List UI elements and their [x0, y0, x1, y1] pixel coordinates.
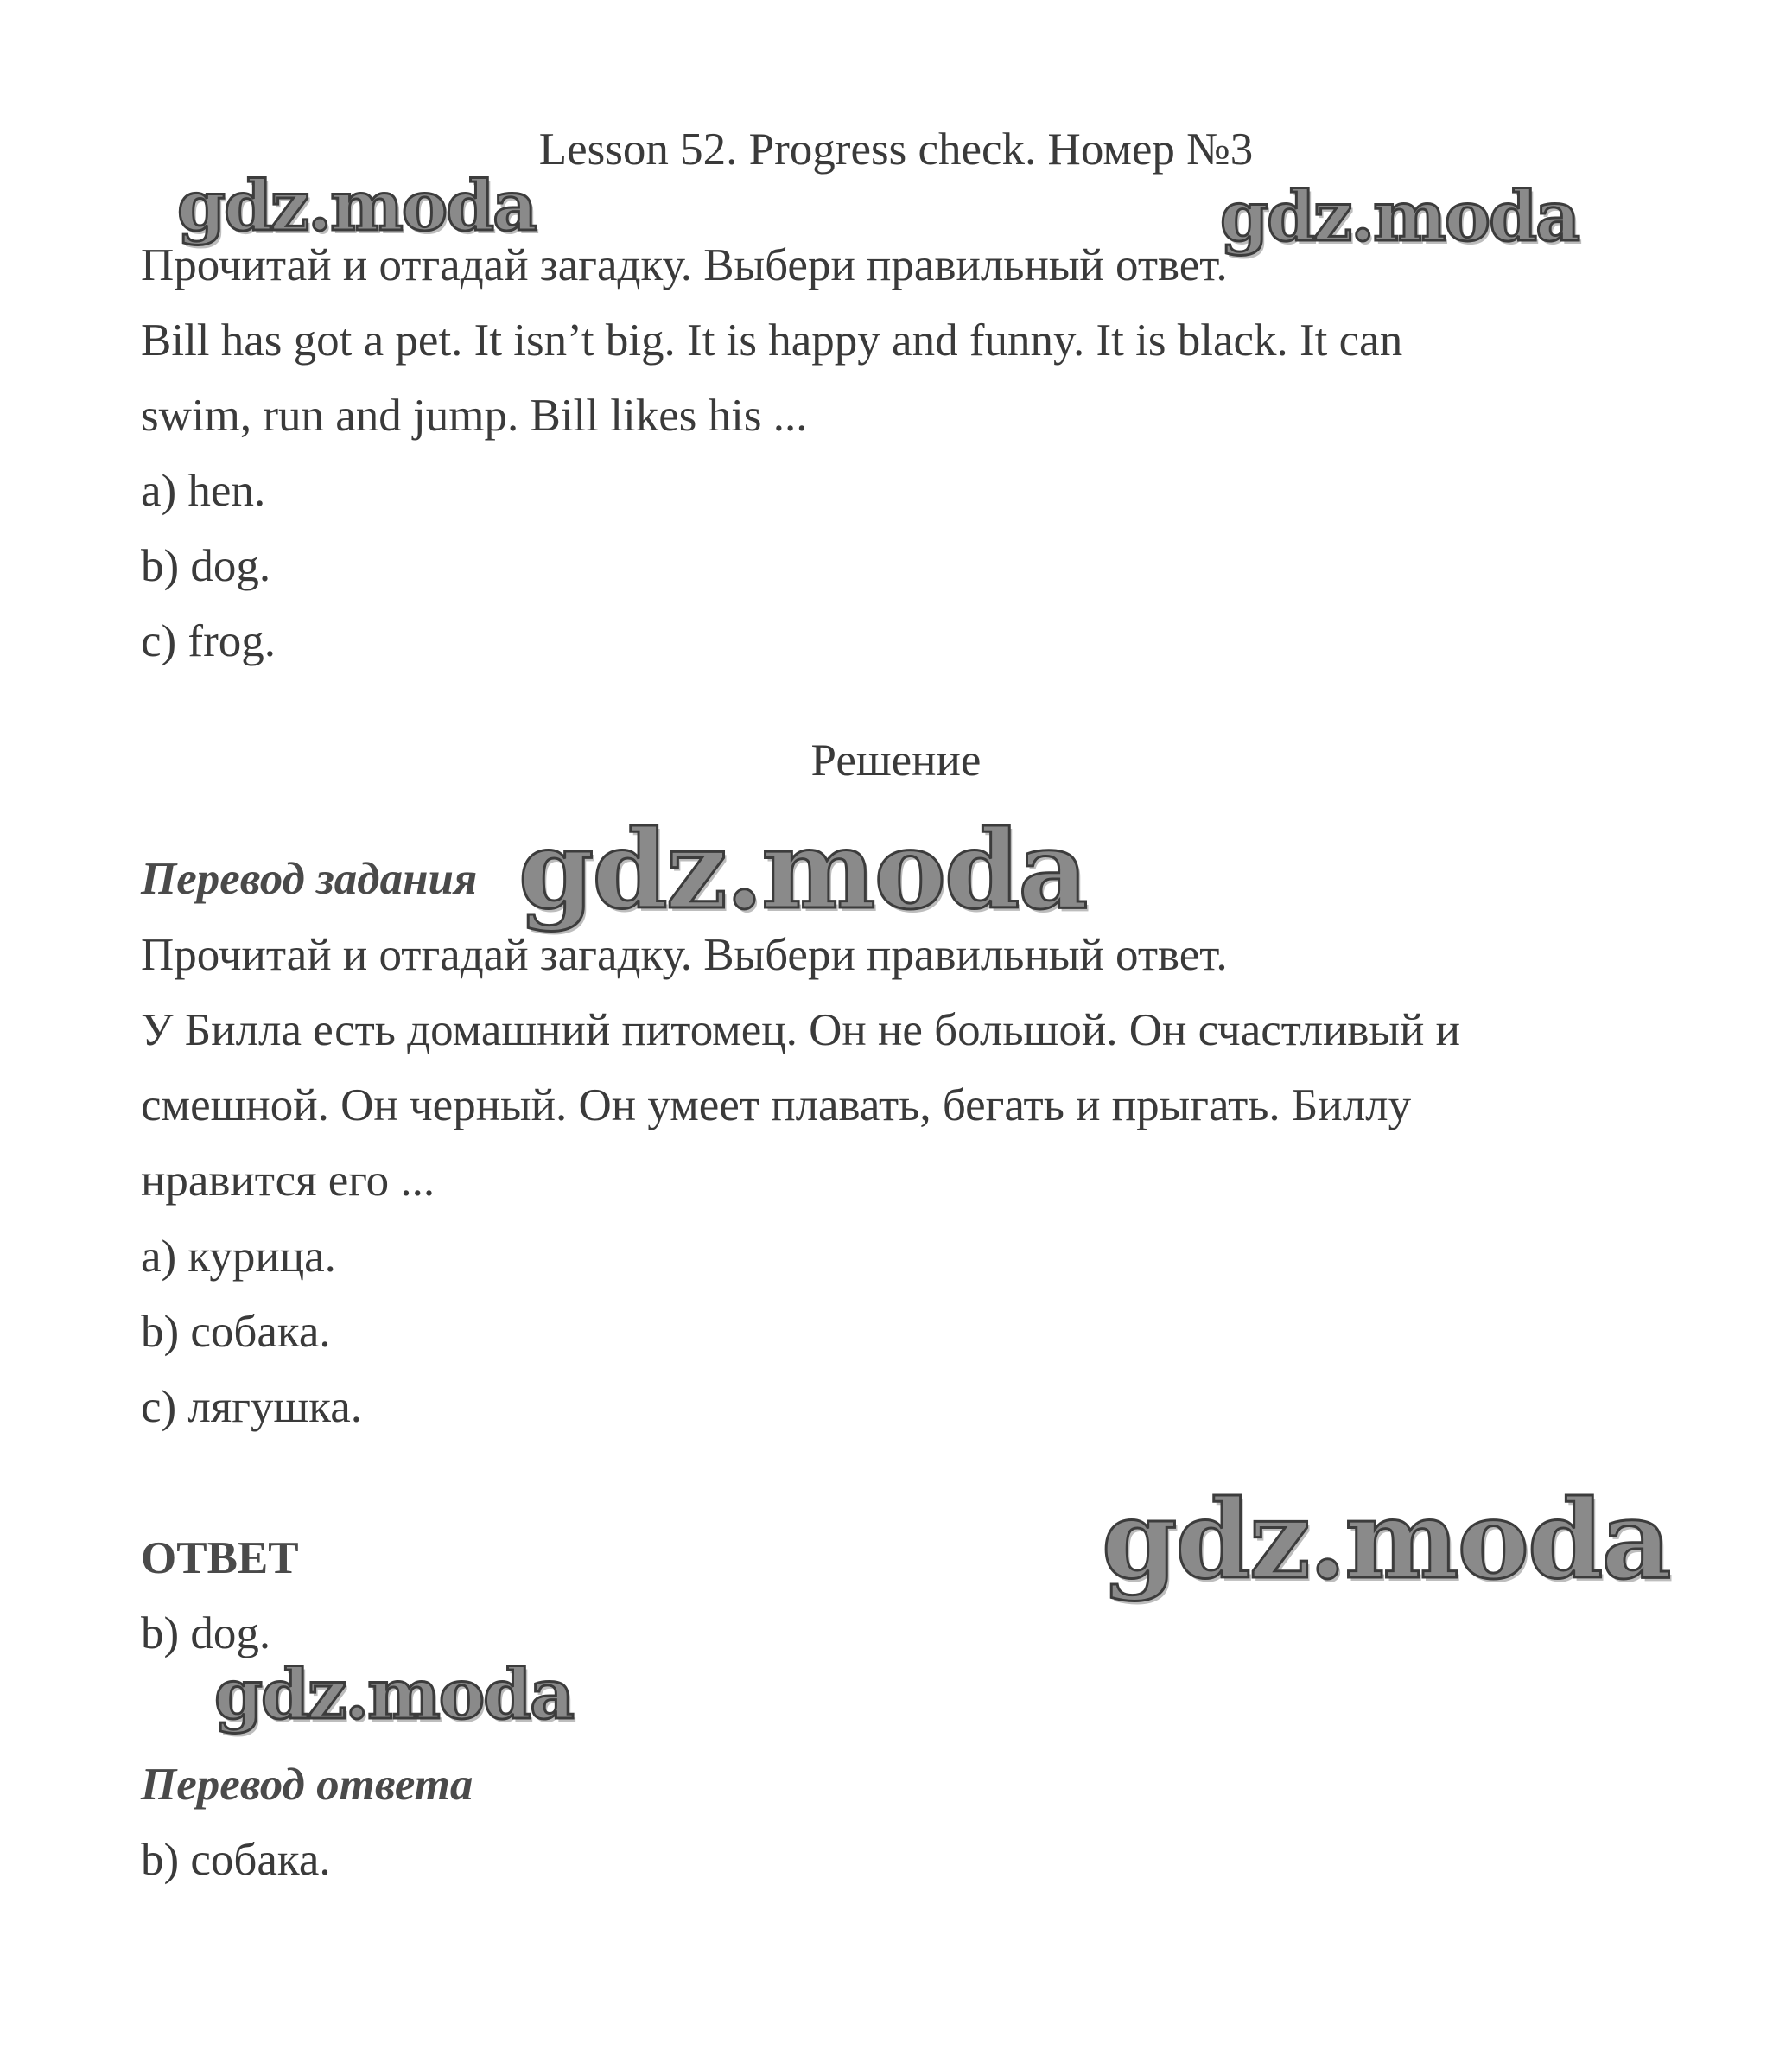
task-text-line-2: swim, run and jump. Bill likes his ... — [141, 391, 808, 441]
task-text-line-1: Bill has got a pet. It isn’t big. It is happy and funny. It is black. It can — [141, 315, 1403, 366]
translation-option-a: a) курица. — [141, 1232, 336, 1282]
watermark-logo: gdz.moda — [1102, 1477, 1670, 1603]
translation-option-b: b) собака. — [141, 1307, 331, 1357]
watermark-logo: gdz.moda — [518, 807, 1087, 933]
translation-option-c: c) лягушка. — [141, 1382, 363, 1432]
translation-instruction: Прочитай и отгадай загадку. Выбери правильный ответ. — [141, 930, 1228, 980]
page-title: Lesson 52. Progress check. Номер №3 — [538, 124, 1254, 175]
watermark-logo: gdz.moda — [1220, 175, 1579, 257]
answer-value: b) dog. — [141, 1608, 271, 1658]
translation-text-line-2: смешной. Он черный. Он умеет плавать, бегать и прыгать. Биллу — [141, 1080, 1412, 1130]
answer-translation-value: b) собака. — [141, 1835, 331, 1885]
task-option-b: b) dog. — [141, 541, 271, 591]
solution-heading: Решение — [810, 735, 982, 786]
watermark-logo: gdz.moda — [177, 165, 536, 246]
watermark-logo: gdz.moda — [214, 1653, 573, 1735]
task-option-a: a) hen. — [141, 466, 266, 516]
answer-heading: ОТВЕТ — [141, 1533, 299, 1583]
translation-text-line-1: У Билла есть домашний питомец. Он не большой. Он счастливый и — [141, 1005, 1461, 1055]
task-instruction: Прочитай и отгадай загадку. Выбери правильный ответ. — [141, 240, 1228, 290]
answer-translation-heading: Перевод ответа — [141, 1760, 473, 1810]
task-option-c: c) frog. — [141, 616, 276, 666]
translation-heading: Перевод задания — [141, 854, 478, 904]
translation-text-line-3: нравится его ... — [141, 1155, 435, 1206]
